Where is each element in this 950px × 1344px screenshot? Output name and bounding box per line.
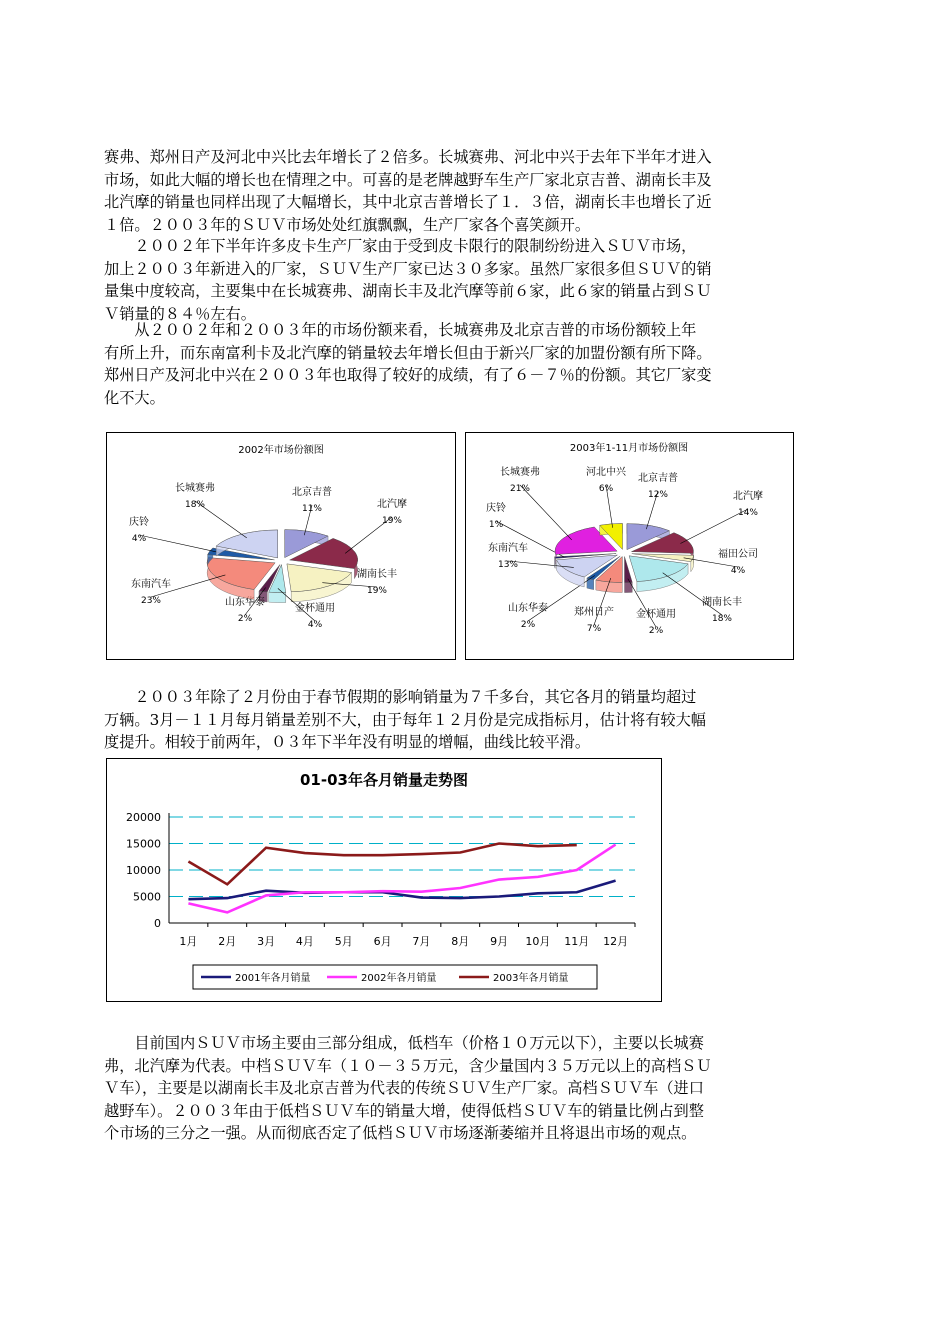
pie-percent: 18% xyxy=(184,500,206,510)
line-chart-svg xyxy=(107,759,661,1001)
legend-label: 2001年各月销量 xyxy=(235,973,311,984)
pie-label: 福田公司 xyxy=(718,549,758,560)
text-line: 赛弗、郑州日产及河北中兴比去年增长了２倍多。长城赛弗、河北中兴于去年下半年才进入 xyxy=(104,148,712,166)
x-tick-label: 9月 xyxy=(490,935,509,948)
text-line: 加上２００３年新进入的厂家，ＳＵＶ生产厂家已达３０多家。虽然厂家很多但ＳＵＶ的销 xyxy=(104,259,712,278)
legend-label: 2002年各月销量 xyxy=(361,973,437,984)
pie-percent: 4% xyxy=(307,620,323,630)
pie-label: 山东华泰 xyxy=(225,597,265,608)
pie-chart-2002-svg xyxy=(107,433,455,659)
pie-label: 长城赛弗 xyxy=(500,467,540,478)
text-line: 从２００２年和２００３年的市场份额来看，长城赛弗及北京吉普的市场份额较上年 xyxy=(104,321,697,339)
x-tick-label: 6月 xyxy=(373,935,392,948)
pie-label: 湖南长丰 xyxy=(357,569,397,580)
pie-label: 北汽摩 xyxy=(733,491,763,502)
pie-percent: 4% xyxy=(730,566,746,576)
pie-label: 湖南长丰 xyxy=(702,597,742,608)
pie-percent: 7% xyxy=(586,624,602,634)
x-tick-label: 2月 xyxy=(218,935,237,948)
x-tick-label: 10月 xyxy=(525,935,551,948)
text-line: ２００２年下半年许多皮卡生产厂家由于受到皮卡限行的限制纷纷进入ＳＵＶ市场， xyxy=(104,237,697,255)
x-tick-label: 11月 xyxy=(564,935,590,948)
pie-percent: 2% xyxy=(520,620,536,630)
pie-label: 金杯通用 xyxy=(295,603,335,614)
paragraph-4 xyxy=(104,686,854,754)
pie-percent: 1% xyxy=(488,520,504,530)
text-line: 弗，北汽摩为代表。中档ＳＵＶ车（１０－３５万元，含少量国内３５万元以上的高档ＳＵ xyxy=(104,1056,712,1075)
text-line: 化不大。 xyxy=(104,388,165,407)
pie-label: 东南汽车 xyxy=(131,579,171,590)
text-line: 万辆。3月－１１月每月销量差别不大，由于每年１２月份是完成指标月，估计将有较大幅 xyxy=(104,710,706,729)
pie-leader-line xyxy=(139,535,219,553)
pie-percent: 13% xyxy=(497,560,519,570)
x-tick-label: 1月 xyxy=(179,935,198,948)
x-tick-label: 5月 xyxy=(334,935,353,948)
pie-chart-2003 xyxy=(465,432,794,660)
y-tick-label: 0 xyxy=(154,917,161,930)
text-line: 量集中度较高，主要集中在长城赛弗、湖南长丰及北汽摩等前６家，此６家的销量占到ＳＵ xyxy=(104,282,712,301)
y-tick-label: 20000 xyxy=(126,811,161,824)
pie-percent: 19% xyxy=(381,516,403,526)
pie-percent: 19% xyxy=(366,586,388,596)
paragraph-5 xyxy=(104,1032,854,1145)
chart-title: 2002年市场份额图 xyxy=(238,445,324,456)
y-tick-label: 10000 xyxy=(126,864,161,877)
text-line: 目前国内ＳＵＶ市场主要由三部分组成，低档车（价格１０万元以下），主要以长城赛 xyxy=(104,1034,704,1052)
pie-percent: 6% xyxy=(598,484,614,494)
pie-chart-2002 xyxy=(106,432,456,660)
text-line: Ｖ车），主要是以湖南长丰及北京吉普为代表的传统ＳＵＶ生产厂家。高档ＳＵＶ车（进口 xyxy=(104,1079,704,1098)
x-tick-label: 7月 xyxy=(412,935,431,948)
chart-title: 2003年1-11月市场份额图 xyxy=(569,443,689,454)
paragraph-2 xyxy=(104,235,854,325)
pie-percent: 11% xyxy=(301,504,323,514)
pie-percent: 14% xyxy=(737,508,759,518)
pie-label: 北汽摩 xyxy=(377,499,407,510)
text-line: 市场，如此大幅的增长也在情理之中。可喜的是老牌越野车生产厂家北京吉普、湖南长丰及 xyxy=(104,170,712,189)
pie-percent: 2% xyxy=(237,614,253,624)
pie-label: 庆铃 xyxy=(129,517,149,528)
x-tick-label: 12月 xyxy=(603,935,629,948)
pie-label: 北京吉普 xyxy=(638,473,678,484)
text-line: 郑州日产及河北中兴在２００３年也取得了较好的成绩，有了６－７％的份额。其它厂家变 xyxy=(104,366,712,385)
pie-label: 庆铃 xyxy=(486,503,506,514)
pie-percent: 21% xyxy=(509,484,531,494)
paragraph-1 xyxy=(104,146,854,236)
pie-label: 郑州日产 xyxy=(574,607,614,618)
pie-label: 东南汽车 xyxy=(488,543,528,554)
text-line: 有所上升，而东南富利卡及北汽摩的销量较去年增长但由于新兴厂家的加盟份额有所下降。 xyxy=(104,343,712,362)
text-line: 度提升。相较于前两年，０３年下半年没有明显的增幅，曲线比较平滑。 xyxy=(104,733,590,752)
pie-percent: 2% xyxy=(648,626,664,636)
text-line: ２００３年除了２月份由于春节假期的影响销量为７千多台，其它各月的销量均超过 xyxy=(104,688,697,706)
pie-percent: 4% xyxy=(131,534,147,544)
text-line: 越野车）。２００３年由于低档ＳＵＶ车的销量大增，使得低档ＳＵＶ车的销量比例占到整 xyxy=(104,1101,704,1120)
text-line: Ｖ销量的８４％左右。 xyxy=(104,304,256,323)
pie-label: 长城赛弗 xyxy=(175,483,215,494)
y-tick-label: 5000 xyxy=(133,890,161,904)
pie-label: 河北中兴 xyxy=(586,467,626,478)
pie-label: 金杯通用 xyxy=(636,609,676,620)
pie-chart-2003-svg xyxy=(466,433,793,659)
text-line: １倍。２００３年的ＳＵＶ市场处处红旗飘飘，生产厂家各个喜笑颜开。 xyxy=(104,215,590,234)
pie-label: 山东华泰 xyxy=(508,603,548,614)
line-chart-monthly-sales xyxy=(106,758,662,1002)
pie-label: 北京吉普 xyxy=(292,487,332,498)
legend-label: 2003年各月销量 xyxy=(493,973,569,984)
y-tick-label: 15000 xyxy=(126,837,161,851)
chart-title: 01-03年各月销量走势图 xyxy=(300,771,468,789)
pie-slice-side xyxy=(269,592,286,602)
x-tick-label: 4月 xyxy=(295,935,314,948)
paragraph-3 xyxy=(104,319,854,409)
text-line: 北汽摩的销量也同样出现了大幅增长，其中北京吉普增长了１．３倍，湖南长丰也增长了近 xyxy=(104,193,712,212)
legend xyxy=(193,965,597,989)
pie-percent: 18% xyxy=(711,614,733,624)
x-tick-label: 8月 xyxy=(451,935,470,948)
text-line: 个市场的三分之一强。从而彻底否定了低档ＳＵＶ市场逐渐萎缩并且将退出市场的观点。 xyxy=(104,1124,697,1143)
x-tick-label: 3月 xyxy=(257,935,276,948)
pie-percent: 12% xyxy=(647,490,669,500)
pie-percent: 23% xyxy=(140,596,162,606)
